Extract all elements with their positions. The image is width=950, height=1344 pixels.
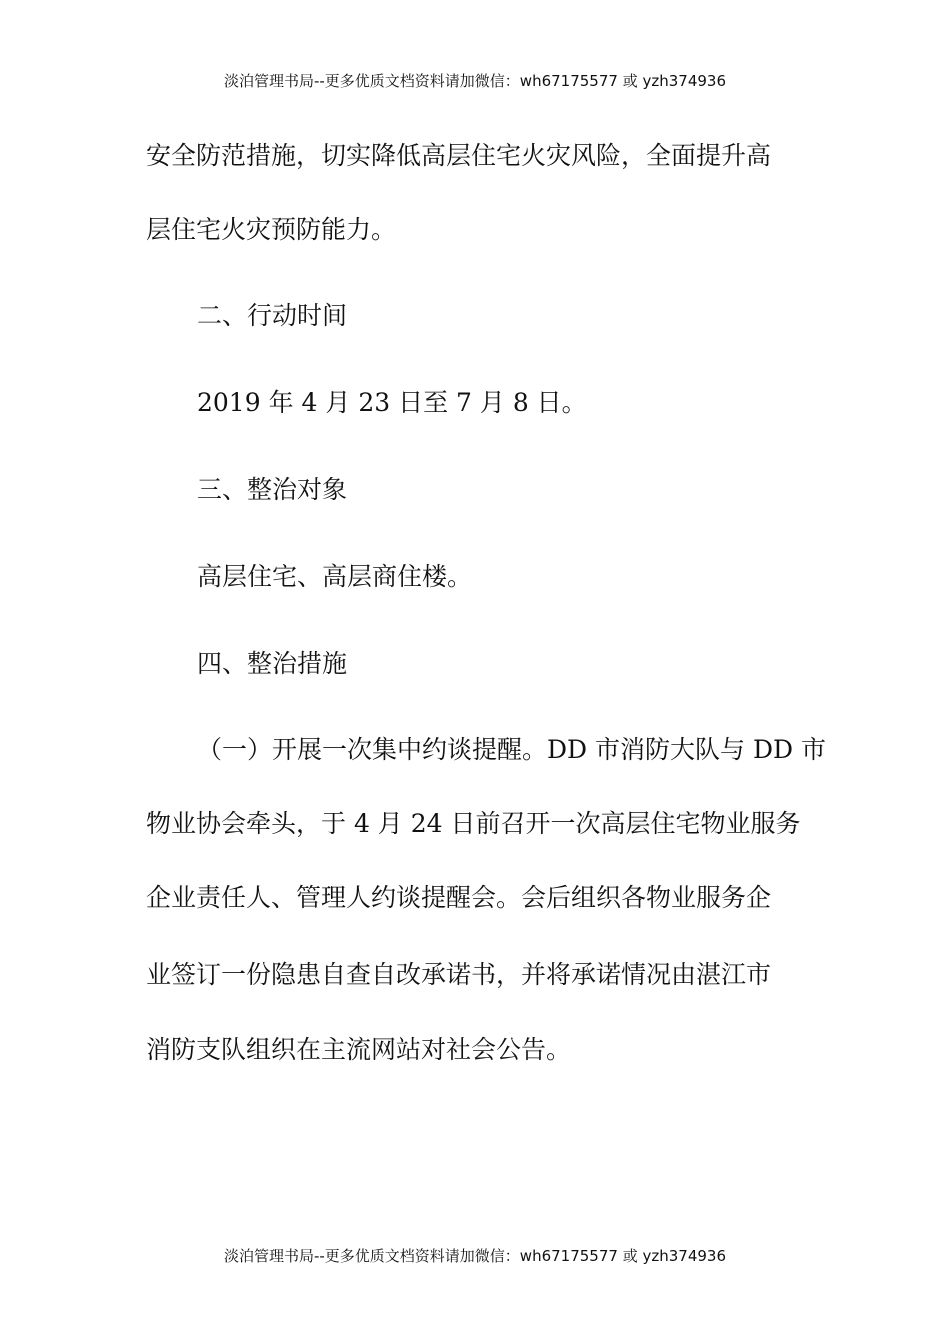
section-3-text: 高层住宅、高层商住楼。 [197, 562, 473, 591]
section-2-text: 2019 年 4 月 23 日至 7 月 8 日。 [197, 388, 587, 417]
item-1-line-4: 业签订一份隐患自查自改承诺书，并将承诺情况由湛江市 [146, 960, 772, 989]
intro-line-1: 安全防范措施，切实降低高层住宅火灾风险，全面提升高 [146, 141, 772, 170]
section-2-title: 二、行动时间 [197, 301, 348, 330]
section-3-title: 三、整治对象 [197, 475, 348, 504]
item-1-line-5: 消防支队组织在主流网站对社会公告。 [146, 1035, 572, 1064]
intro-line-2: 层住宅火灾预防能力。 [146, 215, 397, 244]
item-1-line-3: 企业责任人、管理人约谈提醒会。会后组织各物业服务企 [146, 883, 772, 912]
section-4-title: 四、整治措施 [197, 649, 348, 678]
header-watermark-note: 淡泊管理书局--更多优质文档资料请加微信：wh67175577 或 yzh374936 [223, 72, 726, 90]
item-1-line-1: （一）开展一次集中约谈提醒。DD 市消防大队与 DD 市 [197, 735, 827, 764]
footer-watermark-note: 淡泊管理书局--更多优质文档资料请加微信：wh67175577 或 yzh374936 [223, 1247, 726, 1265]
item-1-line-2: 物业协会牵头，于 4 月 24 日前召开一次高层住宅物业服务 [146, 809, 801, 838]
